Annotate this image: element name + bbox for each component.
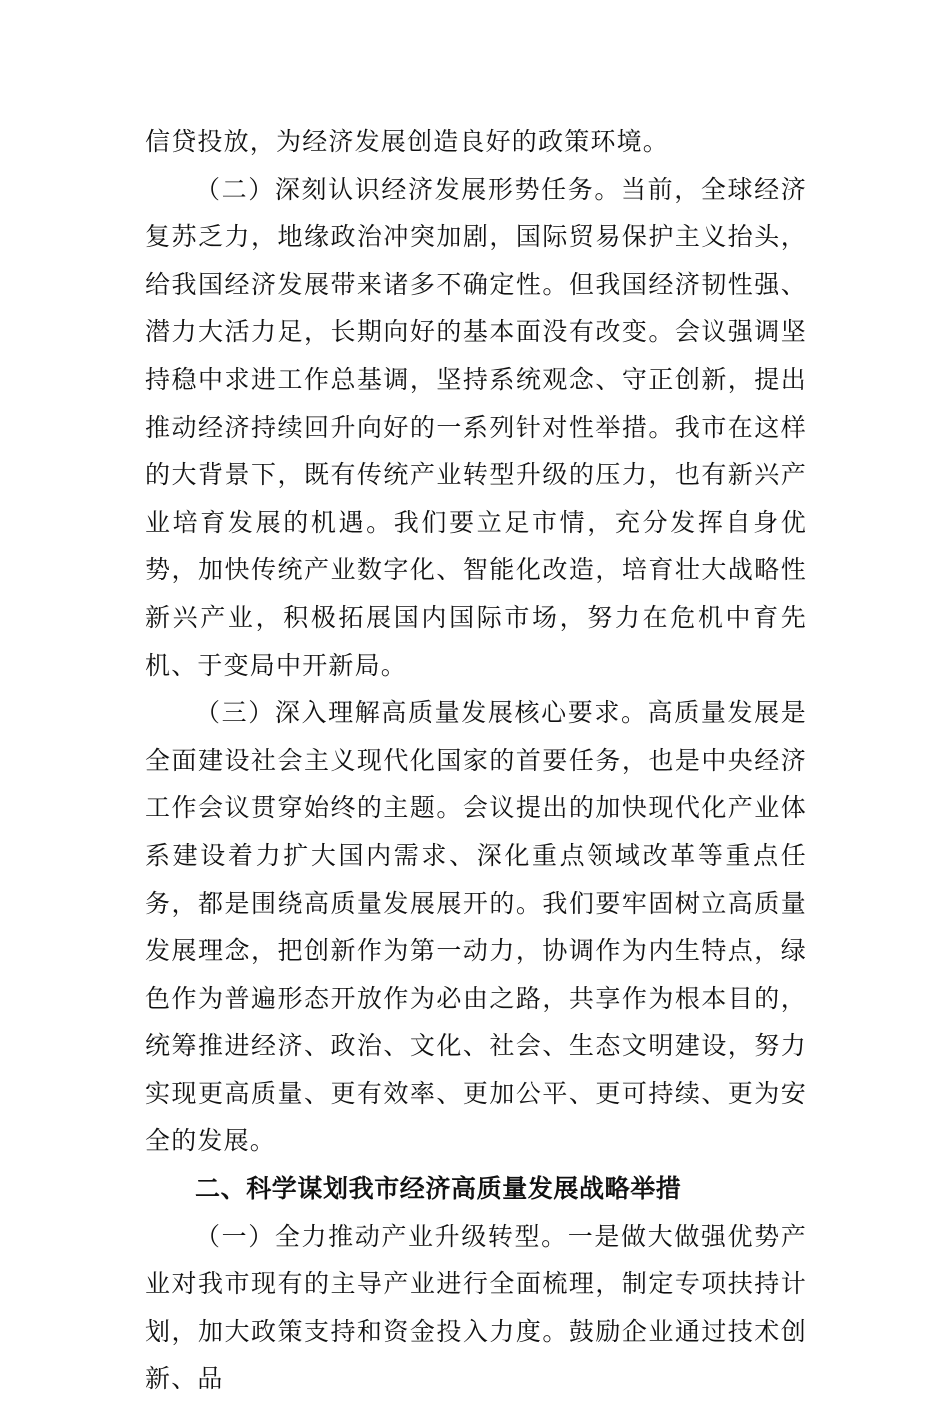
document-body: [145, 118, 807, 1403]
paragraph-lead: （二）深刻认识经济发展形势任务。: [195, 174, 622, 204]
paragraph-lead: （一）全力推动产业升级转型。: [195, 1221, 568, 1251]
paragraph-economic-situation: [145, 166, 807, 690]
paragraph-text: 信贷投放，为经济发展创造良好的政策环境。: [145, 127, 670, 156]
paragraph-continuation: [145, 118, 807, 166]
paragraph-lead: （三）深入理解高质量发展核心要求。: [195, 698, 648, 728]
paragraph-text: 当前，全球经济复苏乏力，地缘政治冲突加剧，国际贸易保护主义抬头，给我国经济发展带来诸多不确定性。但我国经济韧性强、潜力大活力足，长期向好的基本面没有改变。会议强调坚持稳中求进工作总基调，坚持系统观念、守正创新，提出推动经济持续回升向好的一系列针对性举措。我市在这样的大背景下，既有传统产业转型升级的压力，也有新兴产业培育发展的机遇。我们要立足市情，充分发挥自身优势，加快传统产业数字化、智能化改造，培育壮大战略性新兴产业，积极拓展国内国际市场，努力在危机中育先机、于变局中开新局。: [145, 174, 807, 680]
paragraph-industrial-upgrade: [145, 1213, 807, 1403]
paragraph-high-quality-development: [145, 689, 807, 1165]
section-heading: 二、科学谋划我市经济高质量发展战略举措: [195, 1174, 682, 1204]
paragraph-text: 一是做大做强优势产业对我市现有的主导产业进行全面梳理，制定专项扶持计划，加大政策支持和资金投入力度。鼓励企业通过技术创新、品: [145, 1221, 807, 1394]
paragraph-text: 高质量发展是全面建设社会主义现代化国家的首要任务，也是中央经济工作会议贯穿始终的主题。会议提出的加快现代化产业体系建设着力扩大国内需求、深化重点领域改革等重点任务，都是围绕高质量发展展开的。我们要牢固树立高质量发展理念，把创新作为第一动力，协调作为内生特点，绿色作为普遍形态开放作为必由之路，共享作为根本目的，统筹推进经济、政治、文化、社会、生态文明建设，努力实现更高质量、更有效率、更加公平、更可持续、更为安全的发展。: [145, 698, 808, 1156]
